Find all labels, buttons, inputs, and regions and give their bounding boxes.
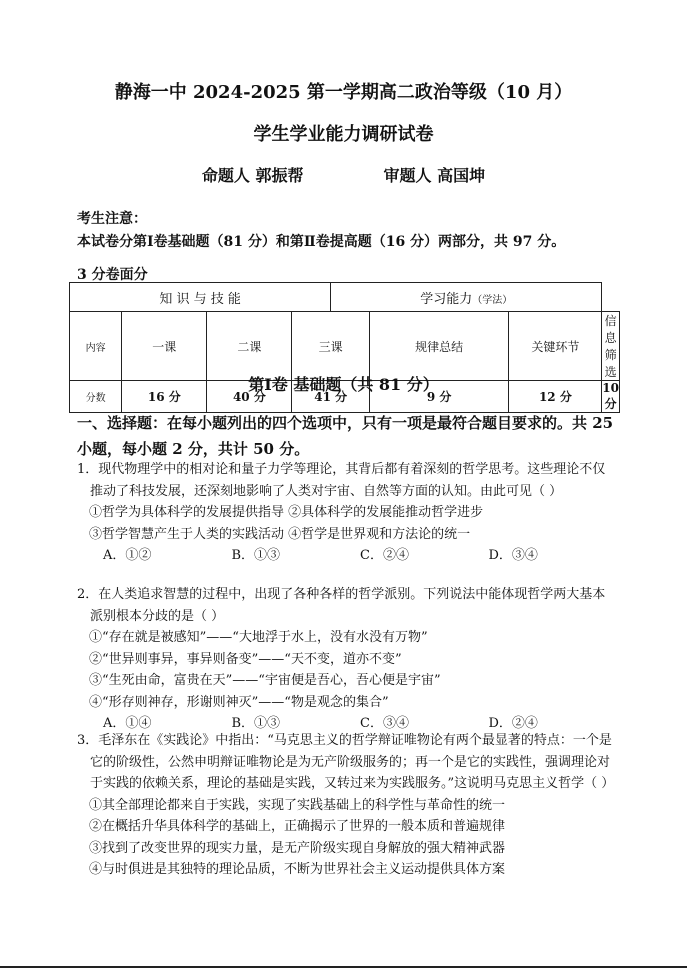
col-header: 信息筛选	[602, 312, 620, 381]
question-3	[77, 730, 617, 881]
option-line: ③“生死由命，富贵在天”——“宇宙便是吾心，吾心便是宇宙”	[89, 673, 441, 688]
col-header: 关键环节	[509, 312, 602, 381]
option-line: ③哲学智慧产生于人类的实践活动 ④哲学是世界观和方法论的统一	[89, 526, 471, 542]
option-line: ④与时俱进是其独特的理论品质，不断为世界社会主义运动提供具体方案	[89, 862, 506, 877]
group-ability-sub: （学法）	[472, 294, 513, 306]
notice-text: 本试卷分第Ⅰ卷基础题（81 分）和第Ⅱ卷提高题（16 分）两部分，共 97 分。	[77, 234, 566, 250]
choice-a: A．①④	[103, 716, 152, 731]
choice-d: D．③④	[488, 548, 538, 563]
choice-b: B．①③	[231, 548, 281, 563]
exam-title-line2: 学生学业能力调研试卷	[253, 124, 434, 145]
col-header: 二课	[207, 312, 292, 381]
option-line: ②在概括升华具体科学的基础上，正确揭示了世界的一般本质和普遍规律	[89, 819, 506, 834]
score-note: 3 分卷面分	[77, 267, 148, 283]
score-cell: 41 分	[292, 381, 369, 413]
exam-title-line1: 静海一中 2024-2025 第一学期高二政治等级（10 月）	[114, 82, 573, 103]
group-knowledge: 知 识 与 技 能	[70, 283, 331, 312]
score-cell: 10 分	[602, 381, 619, 411]
score-cell: 16 分	[122, 381, 207, 413]
option-line: ①哲学为具体科学的发展提供指导 ②具体科学的发展能推动哲学进步	[89, 505, 484, 520]
question-stem: 3．毛泽东在《实践论》中指出：“马克思主义的哲学辩证唯物论有两个最显著的特点：一个是它的阶级性，公然申明辩证唯物论是为无产阶级服务的；再一个是它的实践性，强调理论对于实践的依赖关系，理论的基础是实践，又转过来为实践服务。”这说明马克思主义哲学（ ）	[77, 733, 615, 791]
group-ability-label: 学习能力	[420, 291, 473, 307]
notice-label: 考生注意：	[77, 211, 147, 227]
col-header: 三课	[292, 312, 369, 381]
option-line: ③找到了改变世界的现实力量，是无产阶级实现自身解放的强大精神武器	[89, 840, 506, 856]
option-line: ②“世异则事异，事异则备变”——“天不变，道亦不变”	[89, 651, 402, 667]
option-line: ①其全部理论都来自于实践，实现了实践基础上的科学性与革命性的统一	[89, 797, 506, 813]
choice-c: C．③④	[360, 716, 409, 731]
score-cell: 9 分	[369, 381, 509, 413]
choice-b: B．①③	[231, 716, 281, 731]
question-1	[77, 459, 617, 567]
col-header: 一课	[122, 312, 207, 381]
part1-title: 第Ⅰ卷 基础题（共 81 分）	[248, 375, 439, 394]
question-stem: 1．现代物理学中的相对论和量子力学等理论，其背后都有着深刻的哲学思考。这些理论不仅推动了科技发展，还深刻地影响了人类对宇宙、自然等方面的认知。由此可见（ ）	[77, 462, 606, 499]
question-stem: 2．在人类追求智慧的过程中，出现了各种各样的哲学派别。下列说法中能体现哲学两大基本派别根本分歧的是（ ）	[77, 587, 606, 624]
page-bottom-divider	[0, 966, 687, 968]
choice-a: A．①②	[103, 548, 152, 563]
option-line: ④“形存则神存，形谢则神灭”——“物是观念的集合”	[89, 694, 389, 710]
answer-choices	[77, 545, 617, 567]
choice-c: C．②④	[360, 548, 409, 563]
choice-d: D．②④	[488, 716, 538, 731]
question-2	[77, 584, 617, 735]
score-cell: 40 分	[207, 381, 292, 413]
reviewer-name: 审题人 高国坤	[383, 166, 486, 185]
score-cell: 12 分	[509, 381, 602, 413]
option-line: ①“存在就是被感知”——“大地浮于水上，没有水没有万物”	[89, 630, 428, 645]
section1-heading: 一、选择题：在每小题列出的四个选项中，只有一项是最符合题目要求的。共 25 小题，每小题 2 分，共计 50 分。	[77, 414, 614, 458]
row-label-content: 内容	[70, 312, 122, 381]
row-label-score: 分数	[70, 381, 122, 413]
authors-line	[0, 163, 687, 186]
setter-name: 命题人 郭振帮	[201, 166, 304, 185]
group-ability	[331, 283, 602, 312]
col-header: 规律总结	[369, 312, 509, 381]
